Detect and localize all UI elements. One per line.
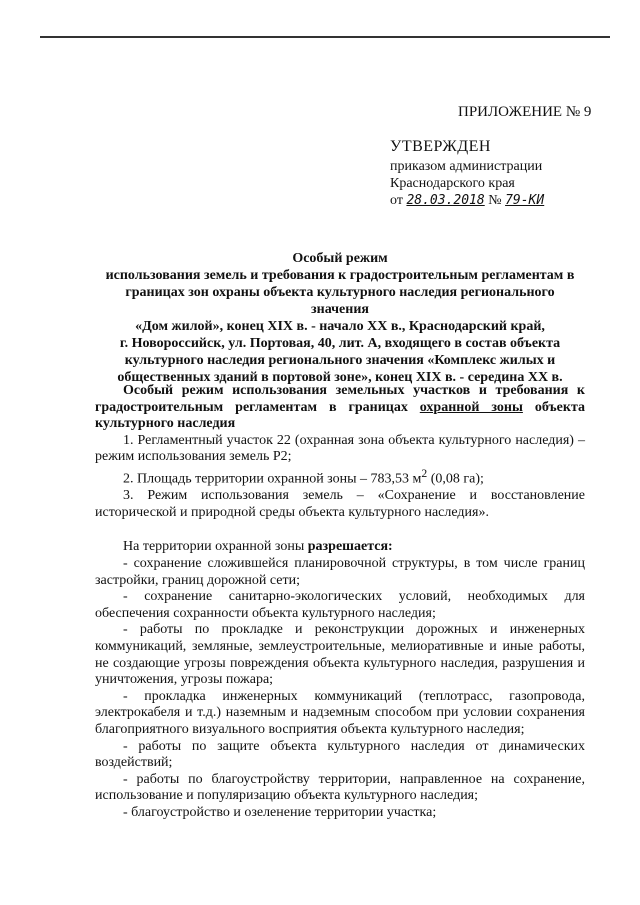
permitted-item: - благоустройство и озеленение территории участка; <box>123 804 437 820</box>
list-item <box>95 466 585 488</box>
permitted-item: - сохранение сложившейся планировочной структуры, в том числе границ застройки, границ дорожной сети; <box>95 556 585 588</box>
handwritten-number: 79-КИ <box>505 193 545 208</box>
approved-line-2: Краснодарского края <box>390 176 515 191</box>
approved-title: УТВЕРЖДЕН <box>390 138 491 155</box>
title-line-1: Особый режим <box>292 251 388 266</box>
list-item: 3. Режим использования земель – «Сохранение и восстановление исторической и природной среды объекта культурного наследия». <box>95 488 585 520</box>
permitted-item: - прокладка инженерных коммуникаций (теплотрасс, газопровода, электрокабеля и т.д.) наземным и надземным способом при условии сохранения благоприятного визуального восприятия объекта культурного наследия; <box>95 688 585 737</box>
title-line-6: культурного наследия регионального значения «Комплекс жилых и <box>124 353 556 368</box>
title-line-7: общественных зданий в портовой зоне», конец XIX в. - середина XX в. <box>117 370 563 385</box>
handwritten-date: 28.03.2018 <box>406 193 485 208</box>
document-title <box>100 250 580 386</box>
permitted-item: - работы по прокладке и реконструкции дорожных и инженерных коммуникаций, земляные, землеустроительные, мелиоративные и иные работы, не создающие угрозы повреждения объекта культурного наследия, разрушения и уничтожения, угрозы пожара; <box>95 622 585 688</box>
area-text: 2. Площадь территории охранной зоны – 783,53 м <box>123 471 422 487</box>
permitted-intro-text: На территории охранной зоны <box>123 539 308 555</box>
title-line-3: границах зон охраны объекта культурного наследия регионального значения <box>125 285 555 317</box>
document-body <box>95 383 585 822</box>
title-line-4: «Дом жилой», конец XIX в. - начало XX в., Краснодарский край, <box>135 319 545 334</box>
area-unit-superscript: 2 <box>421 466 428 480</box>
section-heading-underlined: охранной зоны <box>419 399 523 415</box>
permitted-intro-bold: разрешается: <box>307 539 393 555</box>
number-prefix: № <box>488 193 502 208</box>
approval-date-line <box>390 192 610 209</box>
section-heading <box>95 383 585 433</box>
approval-stamp <box>390 138 610 209</box>
area-hectares: (0,08 га); <box>427 471 484 487</box>
scan-edge-line <box>40 36 610 38</box>
list-item: 1. Регламентный участок 22 (охранная зона объекта культурного наследия) – режим использования земель Р2; <box>95 432 585 465</box>
title-line-2: использования земель и требования к градостроительным регламентам в <box>105 268 575 283</box>
permitted-intro <box>95 539 585 556</box>
permitted-item: - сохранение санитарно-экологических условий, необходимых для обеспечения сохранности объекта культурного наследия; <box>95 589 585 621</box>
approved-line-1: приказом администрации <box>390 159 543 174</box>
appendix-number: ПРИЛОЖЕНИЕ № 9 <box>458 104 592 120</box>
section-heading-part-2: объекта культурного наследия <box>95 399 585 432</box>
permitted-item: - работы по благоустройству территории, направленное на сохранение, использование и популяризацию объекта культурного наследия; <box>95 771 585 804</box>
date-prefix: от <box>390 193 403 208</box>
title-line-5: г. Новороссийск, ул. Портовая, 40, лит. А, входящего в состав объекта <box>119 336 561 351</box>
permitted-item: - работы по защите объекта культурного наследия от динамических воздействий; <box>95 738 585 771</box>
section-heading-part-1: Особый режим использования земельных участков и требования к градостроительным регламентам в границах <box>95 383 585 415</box>
